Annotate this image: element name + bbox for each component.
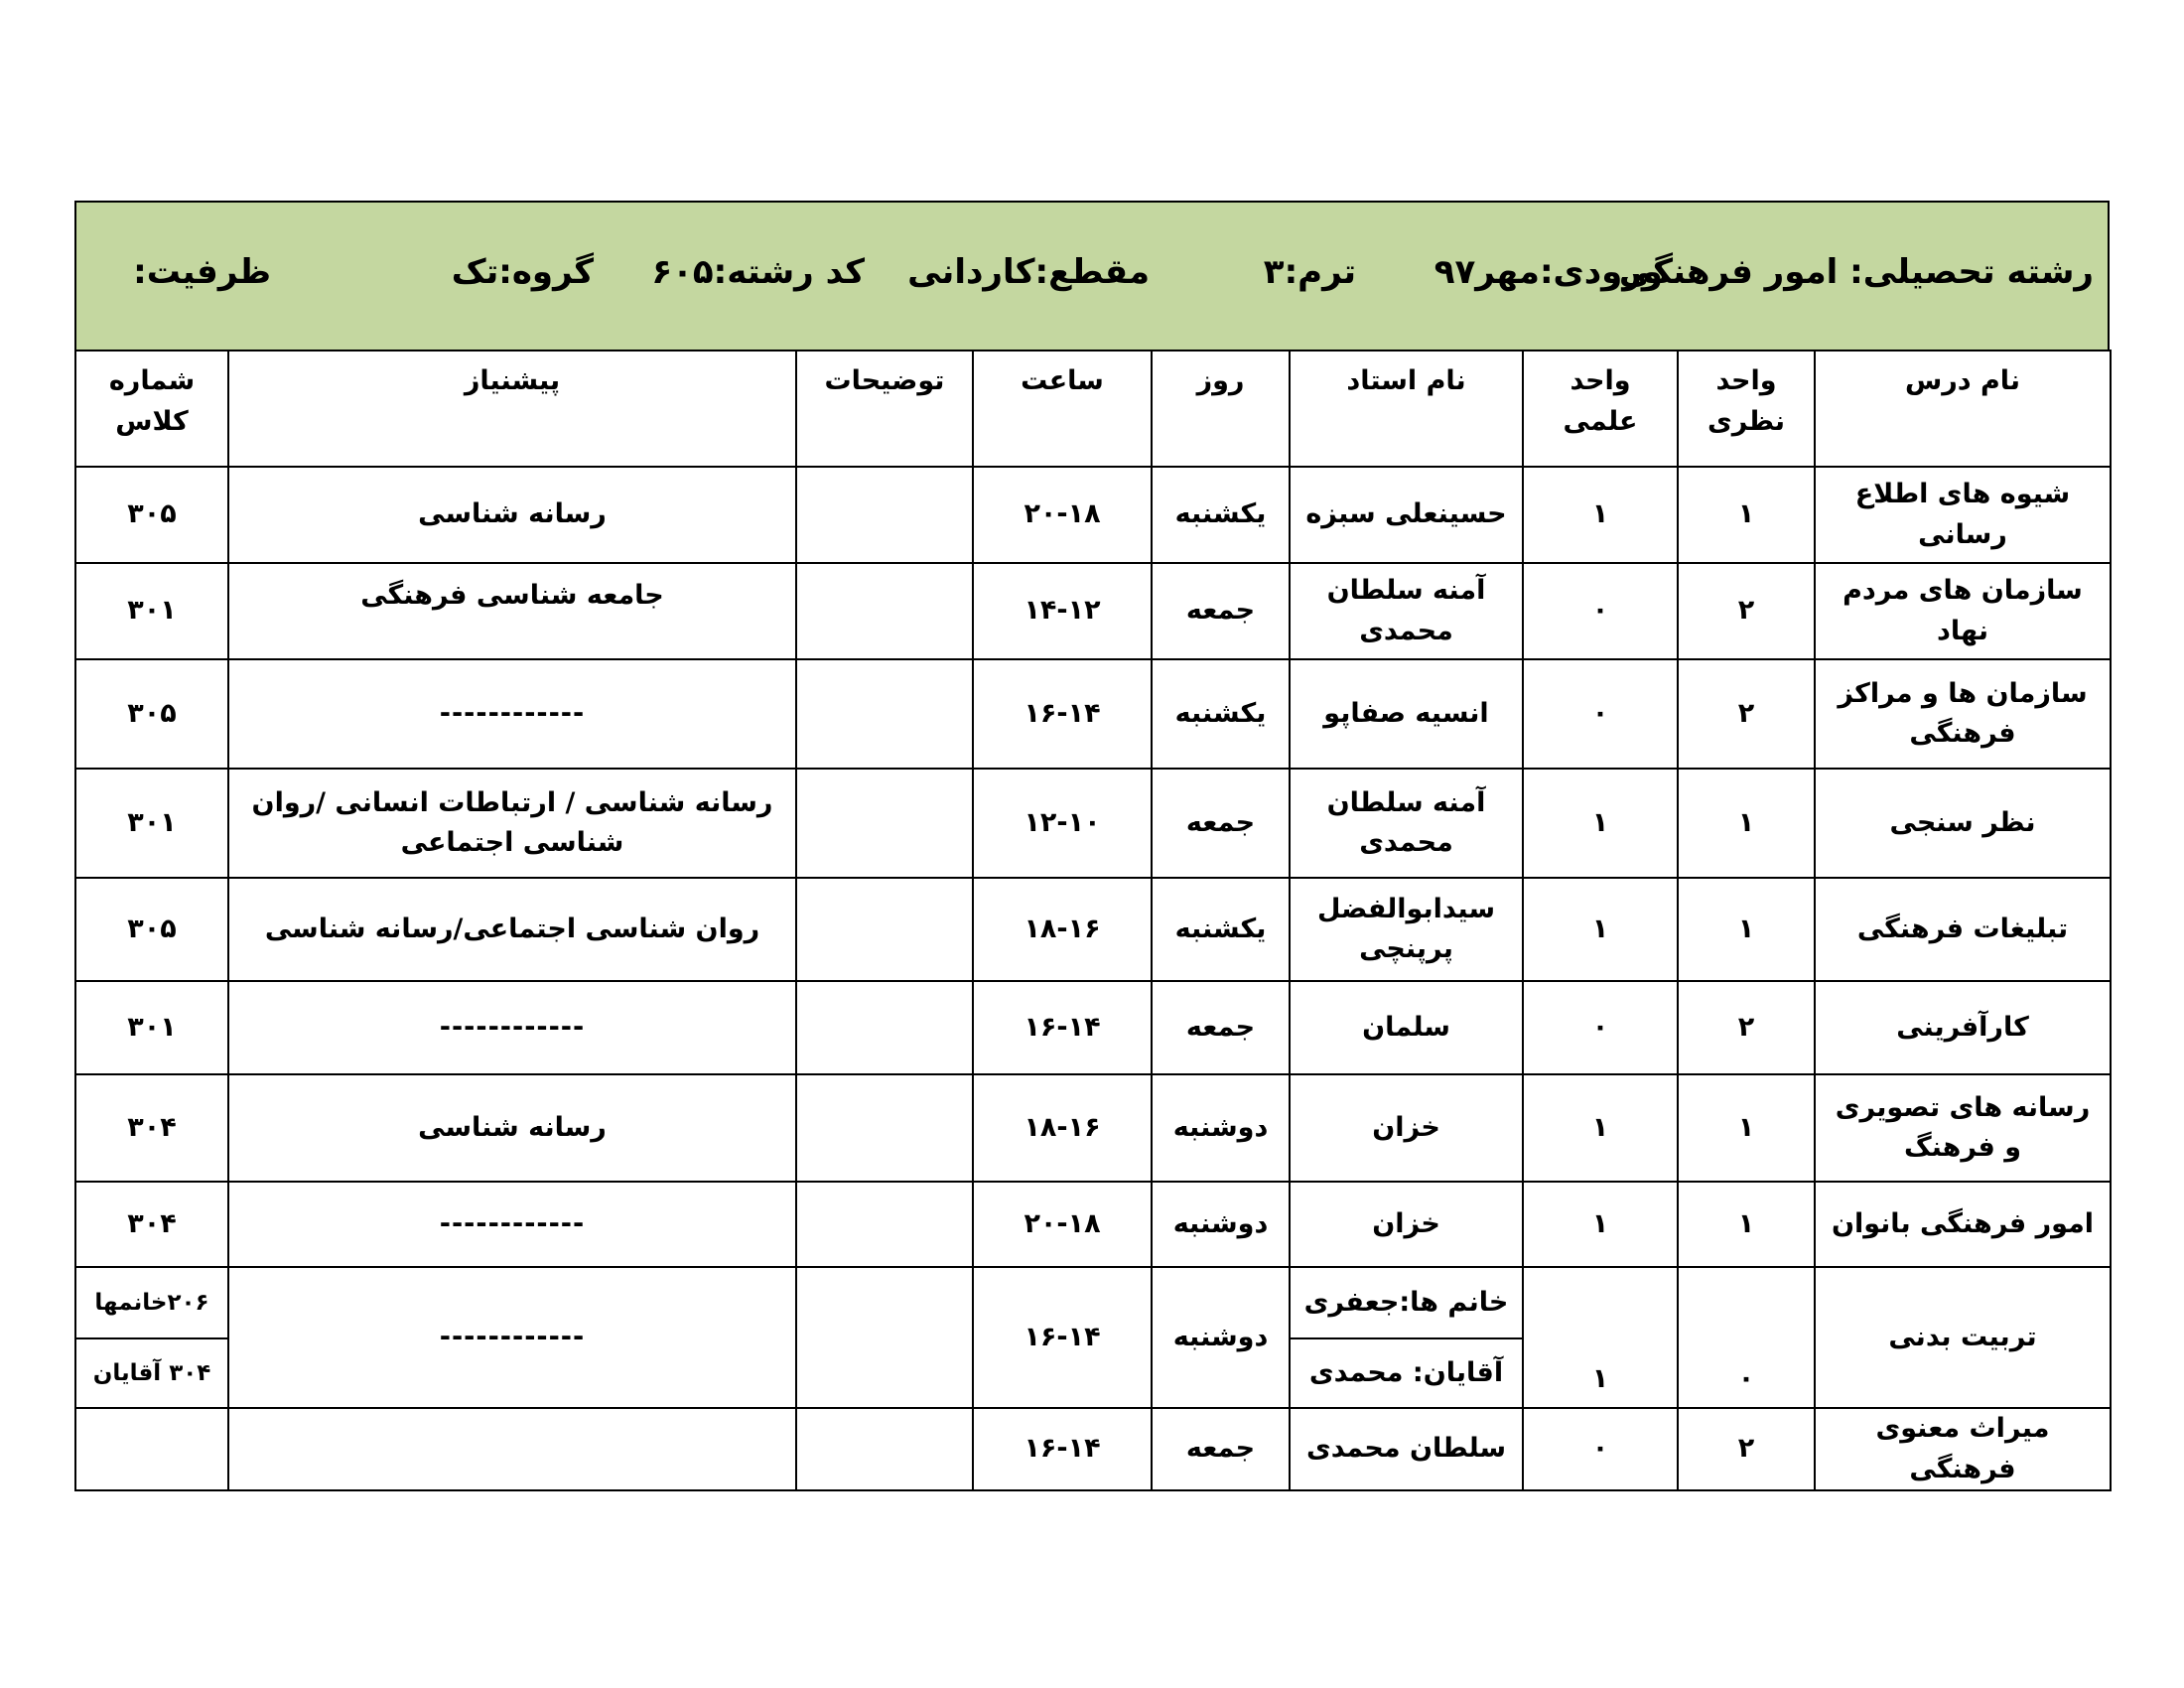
table-row — [75, 659, 2111, 769]
cell-time: ۱۸-۱۶ — [973, 1074, 1152, 1182]
cell-instructor-men: آقایان: محمدی — [1290, 1338, 1523, 1408]
cell-prereq — [228, 1408, 796, 1490]
cell-day: جمعه — [1152, 981, 1290, 1074]
cell-course: نظر سنجی — [1815, 769, 2111, 878]
cell-instructor: سلطان محمدی — [1290, 1408, 1523, 1490]
cell-practical: ۰ — [1523, 981, 1678, 1074]
cell-time: ۱۶-۱۴ — [973, 1408, 1152, 1490]
cell-room — [75, 1408, 228, 1490]
cell-room: ۳۰۵ — [75, 467, 228, 563]
cell-time: ۱۸-۱۶ — [973, 878, 1152, 981]
cell-prereq: ------------ — [228, 981, 796, 1074]
cell-time: ۲۰-۱۸ — [973, 467, 1152, 563]
col-theory-units: واحد نظری — [1678, 351, 1815, 467]
cell-time: ۱۶-۱۴ — [973, 981, 1152, 1074]
cell-day: دوشنبه — [1152, 1182, 1290, 1267]
header-group: گروه:تک — [451, 252, 594, 292]
cell-room: ۳۰۵ — [75, 878, 228, 981]
cell-day: دوشنبه — [1152, 1267, 1290, 1408]
cell-practical: ۰ — [1523, 659, 1678, 769]
cell-room: ۳۰۴ — [75, 1074, 228, 1182]
col-prereq: پیشنیاز — [228, 351, 796, 467]
cell-theory: ۲ — [1678, 1408, 1815, 1490]
cell-notes — [796, 467, 973, 563]
cell-instructor: سلمان — [1290, 981, 1523, 1074]
cell-prereq: رسانه شناسی — [228, 467, 796, 563]
header-field-code: کد رشته:۶۰۵ — [651, 252, 865, 292]
table-row — [75, 1074, 2111, 1182]
cell-day: جمعه — [1152, 563, 1290, 659]
cell-room: ۳۰۱ — [75, 563, 228, 659]
cell-instructor: سیدابوالفضل پرپنچی — [1290, 878, 1523, 981]
cell-notes — [796, 1074, 973, 1182]
col-notes: توضیحات — [796, 351, 973, 467]
cell-notes — [796, 563, 973, 659]
cell-time: ۱۴-۱۲ — [973, 563, 1152, 659]
cell-practical: ۱ — [1523, 1182, 1678, 1267]
col-instructor: نام استاد — [1290, 351, 1523, 467]
cell-prereq: ------------ — [228, 659, 796, 769]
cell-time: ۱۶-۱۴ — [973, 1267, 1152, 1408]
cell-day: یکشنبه — [1152, 878, 1290, 981]
cell-prereq: رسانه شناسی — [228, 1074, 796, 1182]
header-capacity: ظرفیت: — [133, 252, 271, 292]
cell-instructor: آمنه سلطان محمدی — [1290, 769, 1523, 878]
cell-practical: ۱ — [1523, 1267, 1678, 1408]
cell-day: یکشنبه — [1152, 467, 1290, 563]
col-course: نام درس — [1815, 351, 2111, 467]
cell-course: میراث معنوی فرهنگی — [1815, 1408, 2111, 1490]
cell-prereq: ------------ — [228, 1267, 796, 1408]
cell-prereq: جامعه شناسی فرهنگی — [228, 563, 796, 659]
cell-room: ۳۰۱ — [75, 981, 228, 1074]
col-day: روز — [1152, 351, 1290, 467]
schedule-table — [74, 350, 2112, 1491]
cell-notes — [796, 878, 973, 981]
cell-time: ۲۰-۱۸ — [973, 1182, 1152, 1267]
cell-course: رسانه های تصویری و فرهنگ — [1815, 1074, 2111, 1182]
cell-theory: ۲ — [1678, 981, 1815, 1074]
cell-time: ۱۲-۱۰ — [973, 769, 1152, 878]
header-term: ترم:۳ — [1263, 252, 1356, 292]
header-field: رشته تحصیلی: امور فرهنگی — [1618, 252, 2094, 292]
cell-practical: ۱ — [1523, 467, 1678, 563]
cell-notes — [796, 1408, 973, 1490]
cell-room-men: ۳۰۴ آقایان — [75, 1338, 228, 1408]
cell-theory: ۱ — [1678, 1182, 1815, 1267]
cell-room: ۳۰۴ — [75, 1182, 228, 1267]
cell-prereq: ------------ — [228, 1182, 796, 1267]
table-row — [75, 467, 2111, 563]
header-band — [74, 201, 2110, 350]
cell-instructor-women: خانم ها:جعفری — [1290, 1267, 1523, 1338]
table-row — [75, 1267, 2111, 1338]
column-header-row — [75, 351, 2111, 467]
cell-course: سازمان های مردم نهاد — [1815, 563, 2111, 659]
cell-day: دوشنبه — [1152, 1074, 1290, 1182]
table-row — [75, 981, 2111, 1074]
cell-notes — [796, 1182, 973, 1267]
cell-notes — [796, 659, 973, 769]
cell-practical: ۱ — [1523, 878, 1678, 981]
cell-course: کارآفرینی — [1815, 981, 2111, 1074]
cell-notes — [796, 981, 973, 1074]
cell-practical: ۰ — [1523, 1408, 1678, 1490]
cell-theory: ۲ — [1678, 659, 1815, 769]
cell-room: ۳۰۵ — [75, 659, 228, 769]
header-entry: ورودی:مهر۹۷ — [1433, 252, 1663, 292]
cell-day: جمعه — [1152, 1408, 1290, 1490]
cell-room-women: ۲۰۶خانمها — [75, 1267, 228, 1338]
cell-course: شیوه های اطلاع رسانی — [1815, 467, 2111, 563]
col-practical-units: واحد علمی — [1523, 351, 1678, 467]
cell-practical: ۰ — [1523, 563, 1678, 659]
cell-notes — [796, 1267, 973, 1408]
cell-theory: ۱ — [1678, 769, 1815, 878]
cell-practical: ۱ — [1523, 1074, 1678, 1182]
cell-instructor: آمنه سلطان محمدی — [1290, 563, 1523, 659]
cell-theory: ۱ — [1678, 467, 1815, 563]
cell-instructor: خزان — [1290, 1074, 1523, 1182]
cell-room: ۳۰۱ — [75, 769, 228, 878]
cell-course: امور فرهنگی بانوان — [1815, 1182, 2111, 1267]
cell-course: سازمان ها و مراکز فرهنگی — [1815, 659, 2111, 769]
col-time: ساعت — [973, 351, 1152, 467]
cell-course: تبلیغات فرهنگی — [1815, 878, 2111, 981]
cell-time: ۱۶-۱۴ — [973, 659, 1152, 769]
cell-day: یکشنبه — [1152, 659, 1290, 769]
table-row — [75, 1408, 2111, 1490]
cell-notes — [796, 769, 973, 878]
header-level: مقطع:کاردانی — [907, 252, 1150, 292]
cell-instructor: انسیه صفاپو — [1290, 659, 1523, 769]
col-room: شماره کلاس — [75, 351, 228, 467]
cell-theory: ۲ — [1678, 563, 1815, 659]
cell-theory: ۱ — [1678, 878, 1815, 981]
schedule-document — [74, 201, 2110, 1491]
cell-theory: ۰ — [1678, 1267, 1815, 1408]
cell-day: جمعه — [1152, 769, 1290, 878]
table-row — [75, 769, 2111, 878]
table-row — [75, 1182, 2111, 1267]
cell-practical: ۱ — [1523, 769, 1678, 878]
cell-instructor: حسینعلی سبزه — [1290, 467, 1523, 563]
table-row — [75, 878, 2111, 981]
cell-prereq: رسانه شناسی / ارتباطات انسانی /روان شناسی اجتماعی — [228, 769, 796, 878]
cell-course: تربیت بدنی — [1815, 1267, 2111, 1408]
cell-prereq: روان شناسی اجتماعی/رسانه شناسی — [228, 878, 796, 981]
table-row — [75, 563, 2111, 659]
cell-theory: ۱ — [1678, 1074, 1815, 1182]
cell-instructor: خزان — [1290, 1182, 1523, 1267]
